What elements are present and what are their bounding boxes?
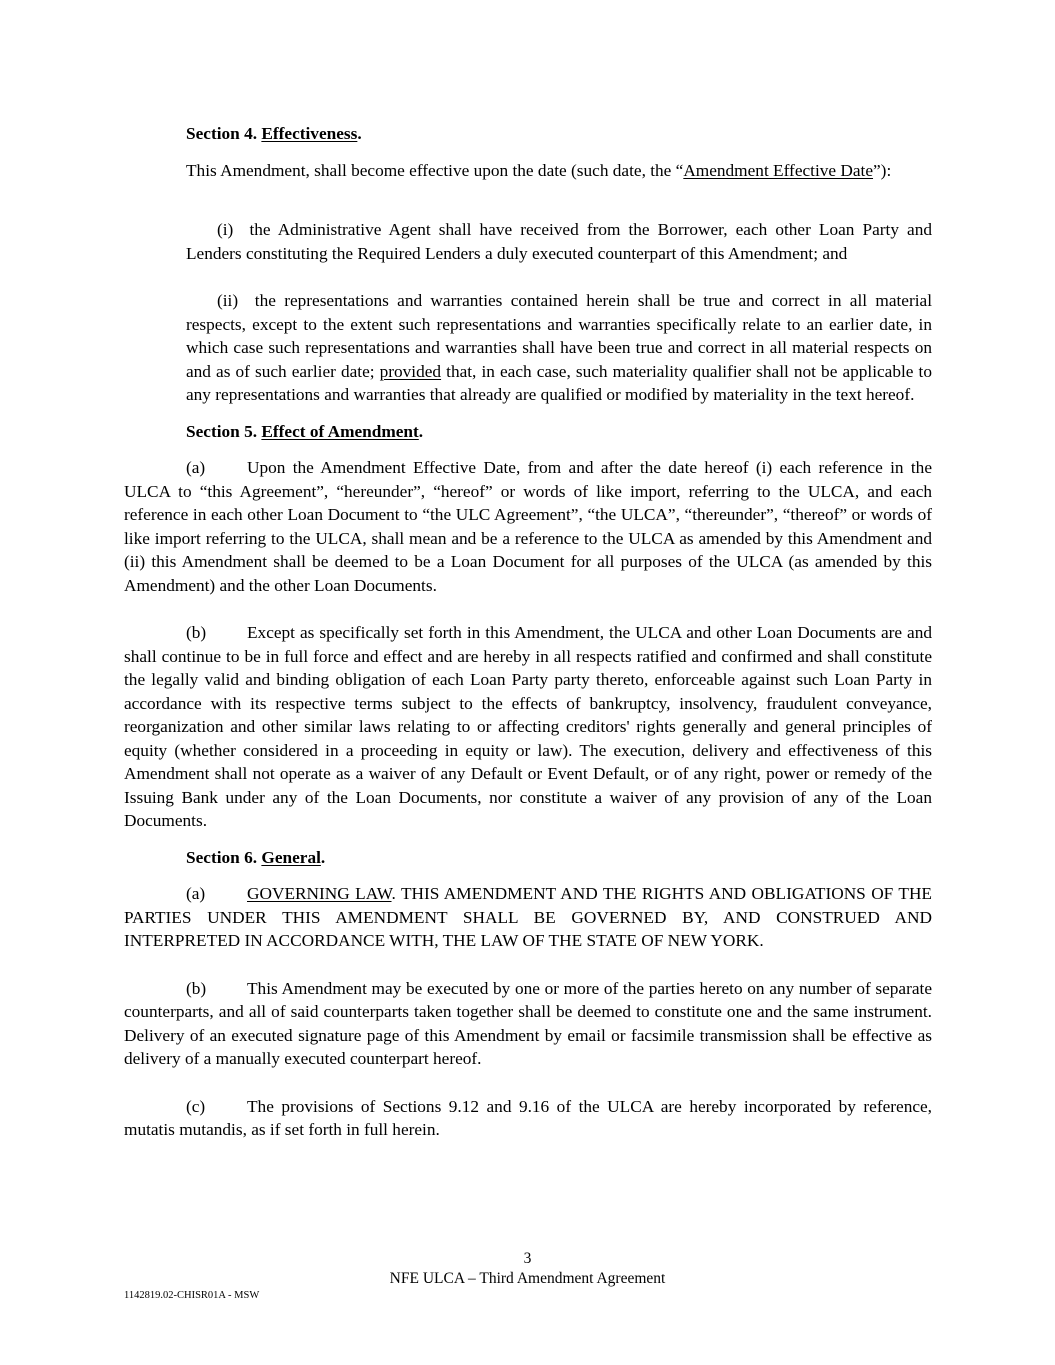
section-6-c-label: (c) <box>186 1096 206 1116</box>
section-5-heading-period: . <box>418 421 424 441</box>
section-6-title: General <box>261 847 321 867</box>
defined-term-amendment-effective-date: Amendment Effective Date <box>683 160 874 180</box>
section-5-b-label: (b) <box>186 623 207 642</box>
section-4-number: Section 4. <box>186 124 262 143</box>
provided-term: provided <box>379 361 442 381</box>
section-6-heading <box>124 846 932 870</box>
section-5-number: Section 5. <box>186 421 262 441</box>
section-4-intro <box>124 159 932 183</box>
section-6-a-label: (a) <box>186 884 206 903</box>
footer-document-title: NFE ULCA – Third Amendment Agreement <box>389 1270 666 1287</box>
section-6-b-label: (b) <box>186 978 207 998</box>
condition-item-i <box>124 218 932 265</box>
condition-item-ii <box>124 289 932 407</box>
footer-document-id: 1142819.02-CHISR01A - MSW <box>124 1290 260 1301</box>
section-6-b-text: This Amendment may be executed by one or more of the parties hereto on any number of separate counterparts, and all of said counterparts taken together shall be deemed to constitute one and the same instrument. Delivery of an executed signature page of this Amendment by email or facsimile transmission shall be effective as delivery of a manually executed counterpart hereof. <box>124 978 932 1068</box>
condition-item-ii-text: the representations and warranties contained herein shall be true and correct in all material respects, except to the extent such representations and warranties specifically relate to an earlier date, in which case such representations and warranties shall have been true and correct in all material respects on and as of such earlier date; <box>186 291 933 381</box>
section-6-paragraph-b <box>124 977 932 1071</box>
condition-item-ii-label: (ii) <box>217 291 239 310</box>
page-number: 3 <box>523 1250 532 1267</box>
section-5-paragraph-a <box>124 456 932 597</box>
section-6-paragraph-a <box>124 882 932 953</box>
section-6-heading-period: . <box>320 847 326 867</box>
section-6-c-text: The provisions of Sections 9.12 and 9.16 of the ULCA are hereby incorporated by reference, mutatis mutandis, as if set forth in full herein. <box>124 1096 932 1139</box>
document-body <box>124 122 932 1142</box>
section-6-paragraph-c <box>124 1095 932 1142</box>
section-5-a-label: (a) <box>186 458 206 477</box>
condition-item-i-label: (i) <box>217 220 234 239</box>
section-5-title: Effect of Amendment <box>261 421 419 441</box>
section-4-heading-period: . <box>357 124 362 143</box>
section-5-paragraph-b <box>124 621 932 833</box>
section-4-heading <box>124 122 932 146</box>
section-6-a-text: . THIS AMENDMENT AND THE RIGHTS AND OBLIGATIONS OF THE PARTIES UNDER THIS AMENDMENT SHALL BE GOVERNED BY, AND CONSTRUED AND INTERPRETED IN ACCORDANCE WITH, THE LAW OF THE STATE OF NEW YORK. <box>124 884 932 950</box>
condition-item-i-text: the Administrative Agent shall have received from the Borrower, each other Loan Party and Lenders constituting the Required Lenders a duly executed counterpart of this Amendment; and <box>186 220 933 263</box>
section-4-intro-end: ”): <box>873 160 892 180</box>
section-5-a-text: Upon the Amendment Effective Date, from and after the date hereof (i) each reference in the ULCA to “this Agreement”, “hereunder”, “hereof” or words of like import, referring to the ULCA, and each reference in each other Loan Document to “the ULC Agreement”, “the ULCA”, “thereunder”, “thereof” or words of like import referring to the ULCA, shall mean and be a reference to the ULCA as amended by this Amendment and (ii) this Amendment shall be deemed to be a Loan Document for all purposes of the ULCA (as amended by this Amendment) and the other Loan Documents. <box>124 458 932 595</box>
section-5-heading <box>124 420 932 444</box>
section-6-number: Section 6. <box>186 847 262 867</box>
section-4-intro-text: This Amendment, shall become effective upon the date (such date, the “ <box>186 160 684 180</box>
section-5-b-text: Except as specifically set forth in this Amendment, the ULCA and other Loan Documents are and shall continue to be in full force and effect and are hereby in all respects ratified and confirmed and shall constitute the legally valid and binding obligation of each Loan Party party thereto, enforceable against such Loan Party in accordance with its respective terms subject to the effects of bankruptcy, insolvency, fraudulent conveyance, reorganization and other similar laws relating to or affecting creditors' rights generally and general principles of equity (whether considered in a proceeding in equity or law). The execution, delivery and effectiveness of this Amendment shall not operate as a waiver of any Default or Event Default, or of any right, power or remedy of the Issuing Bank under any of the Loan Documents, nor constitute a waiver of any provision of any of the Loan Documents. <box>124 623 932 830</box>
condition-item-ii-text-continued: that, in each case, such materiality qualifier shall not be applicable to any representations and warranties that already are qualified or modified by materiality in the text hereof. <box>186 361 932 404</box>
section-4-title: Effectiveness <box>261 124 358 143</box>
governing-law-caption: GOVERNING LAW <box>247 884 392 903</box>
